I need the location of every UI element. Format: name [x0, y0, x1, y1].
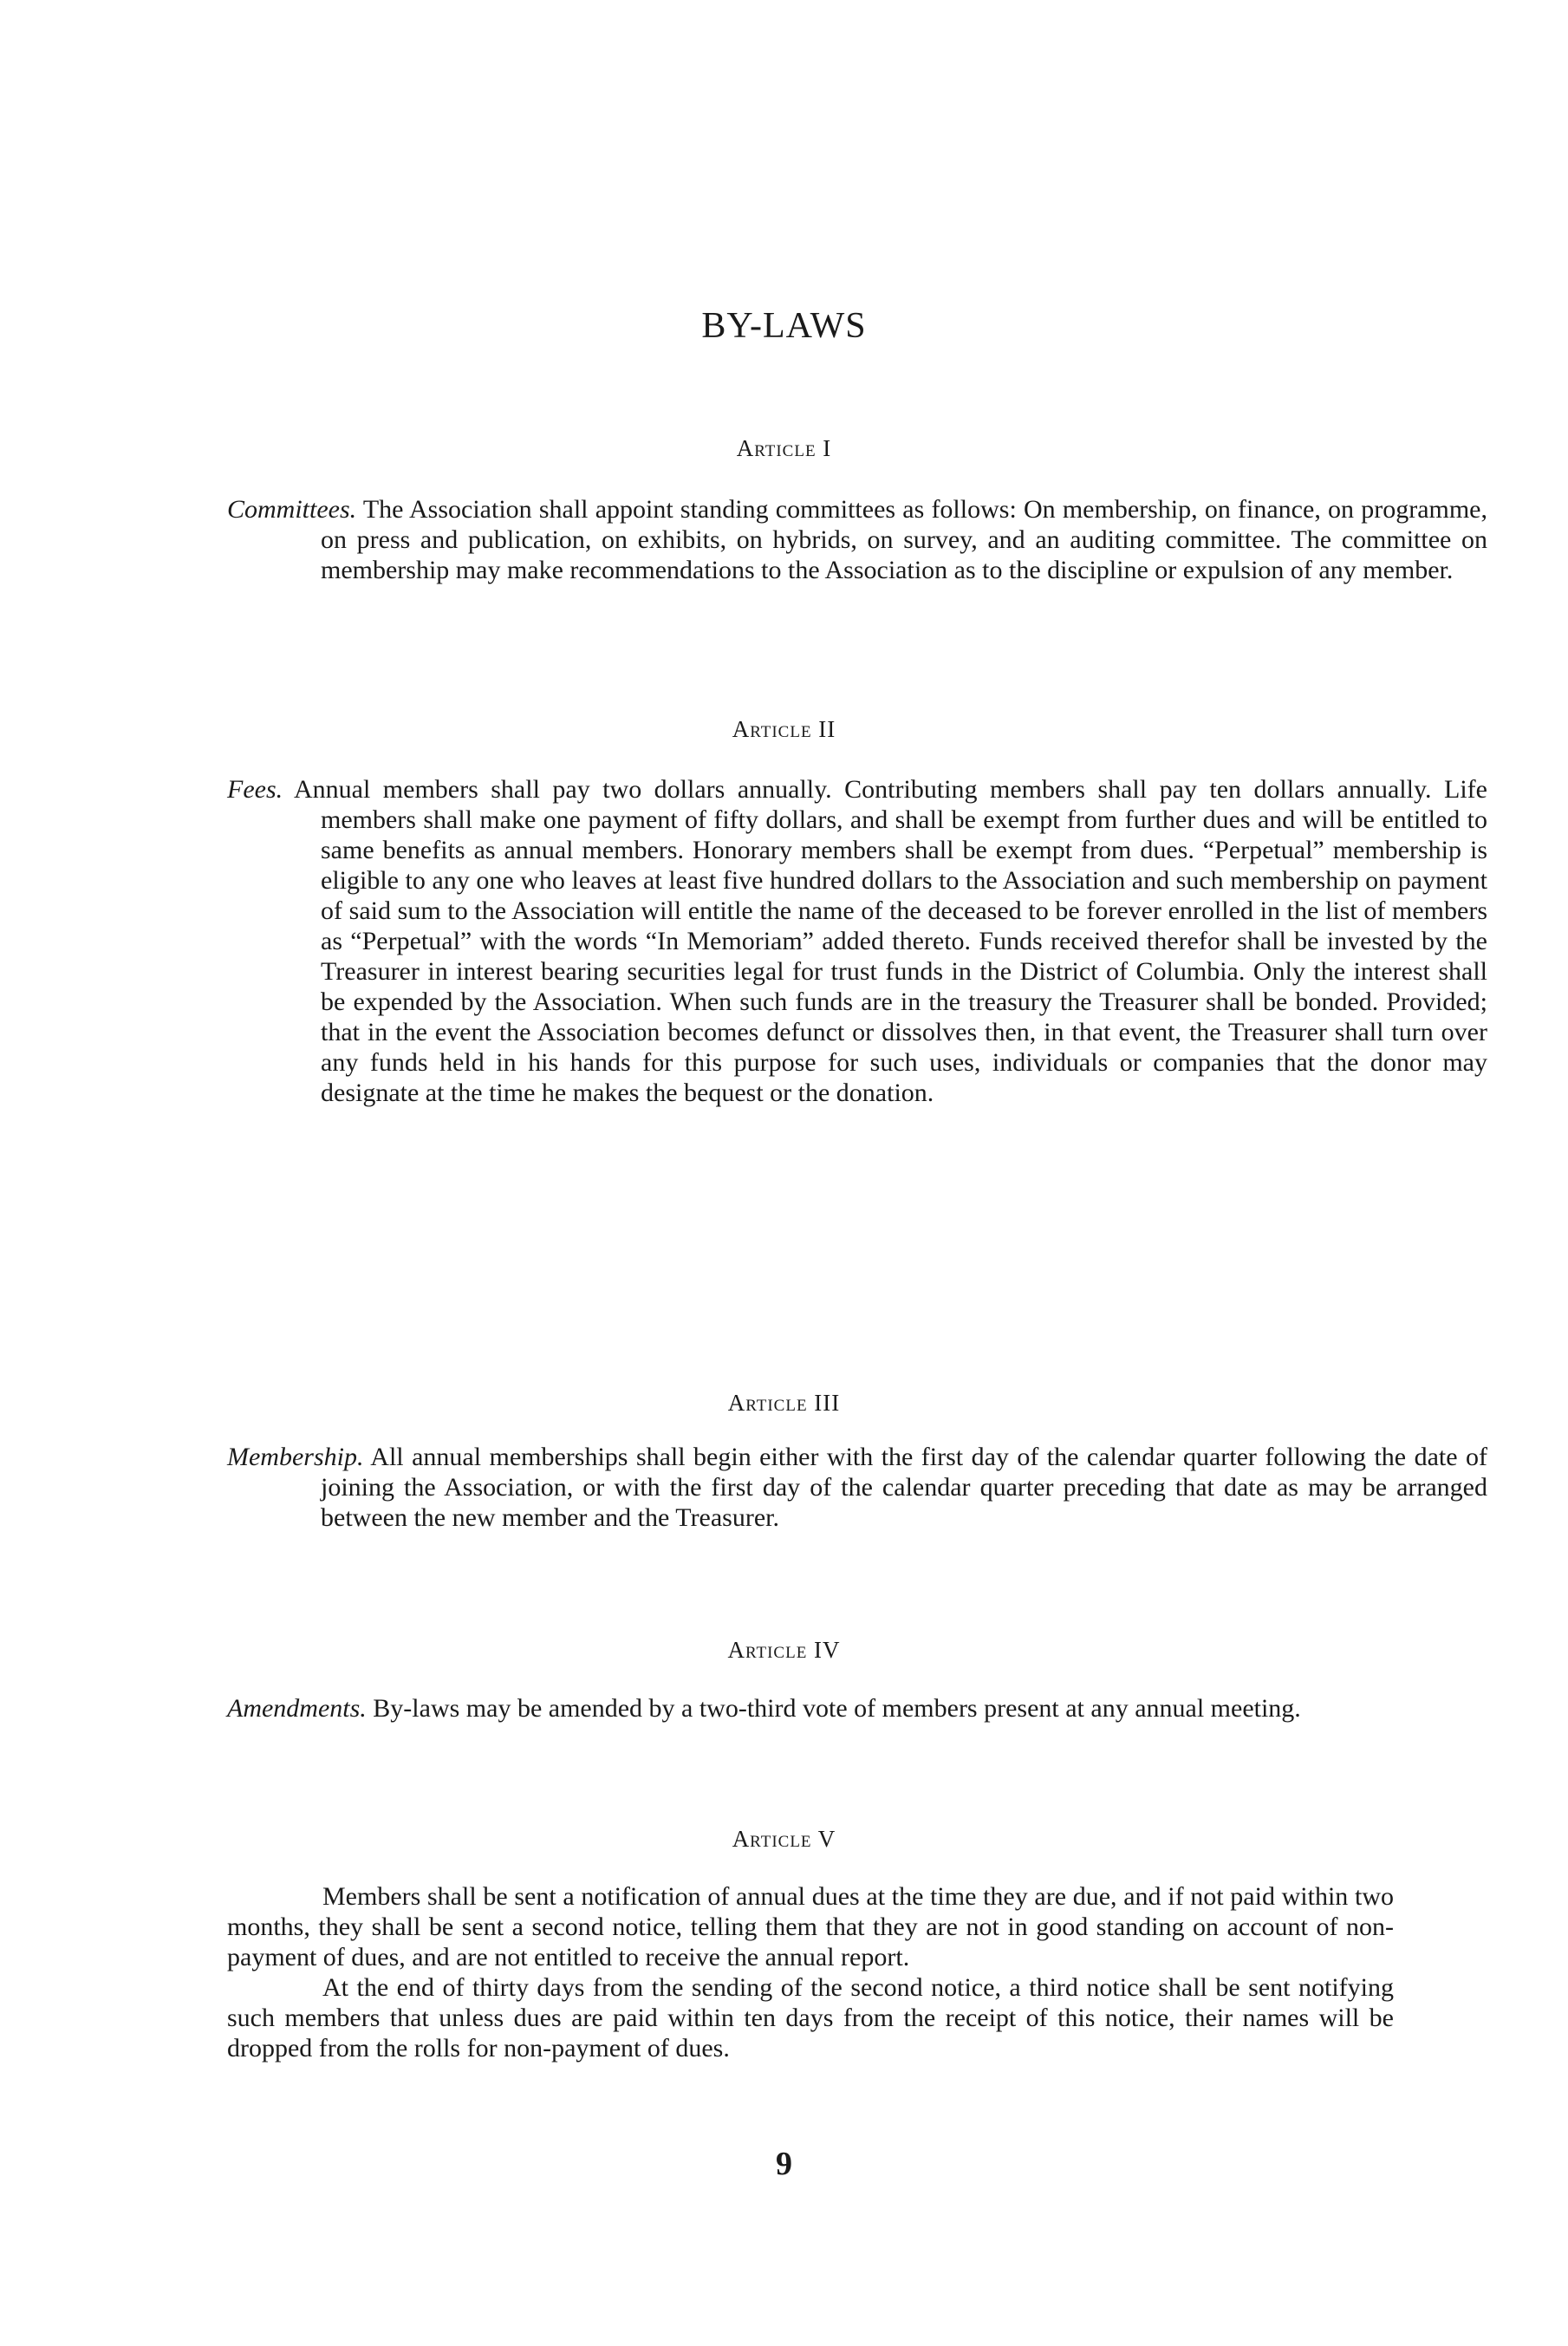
article-2-body: [227, 774, 1487, 1108]
article-2-heading: Article II: [732, 716, 836, 742]
article-5-heading: Article V: [732, 1826, 836, 1852]
page-number: 9: [776, 2146, 792, 2182]
article-1-body: [227, 494, 1487, 585]
article-2-text: Annual members shall pay two dollars annually. Contributing members shall pay ten dollars annually. Life members shall make one payment of fifty dollars, and shall be exempt from further dues and will be entitled to same benefits as annual members. Honorary members shall be exempt from dues. “Perpetual” membership is eligible to any one who leaves at least five hundred dollars to the Association and such membership on payment of said sum to the Association will entitle the name of the deceased to be forever enrolled in the list of members as “Perpetual” with the words “In Memoriam” added thereto. Funds received therefor shall be invested by the Treasurer in interest bearing securities legal for trust funds in the District of Columbia. Only the interest shall be expended by the Association. When such funds are in the treasury the Treasurer shall be bonded. Provided; that in the event the Association becomes defunct or dissolves then, in that event, the Treasurer shall turn over any funds held in his hands for this purpose for such uses, individuals or companies that the donor may designate at the time he makes the bequest or the donation.: [293, 775, 1487, 1107]
page-title: BY-LAWS: [701, 306, 867, 346]
article-4-caption: Amendments.: [227, 1694, 367, 1723]
article-1-text: The Association shall appoint standing committees as follows: On membership, on finance, on programme, on press and publication, on exhibits, on hybrids, on survey, and an auditing committee. The committee on membership may make recommendations to the Association as to the discipline or expulsion of any member.: [321, 495, 1487, 584]
article-4-text: By-laws may be amended by a two-third vote of members present at any annual meeting.: [373, 1694, 1301, 1723]
article-1-caption: Committees.: [227, 495, 357, 524]
article-3-text: All annual memberships shall begin either with the first day of the calendar quarter following the date of joining the Association, or with the first day of the calendar quarter preceding that date as may be arranged between the new member and the Treasurer.: [321, 1443, 1487, 1532]
article-5-body: [227, 1881, 1394, 2063]
article-3-heading: Article III: [727, 1390, 841, 1416]
article-4-heading: Article IV: [727, 1637, 841, 1663]
article-3-body: [227, 1442, 1487, 1533]
article-3-caption: Membership.: [227, 1443, 364, 1471]
article-2-caption: Fees.: [227, 775, 283, 804]
article-5-paragraph: At the end of thirty days from the sending of the second notice, a third notice shall be sent notifying such members that unless dues are paid within ten days from the receipt of this notice, their names will be dropped from the rolls for non-payment of dues.: [227, 1973, 1394, 2063]
article-5-paragraph: Members shall be sent a notification of annual dues at the time they are due, and if not paid within two months, they shall be sent a second notice, telling them that they are not in good standing on account of non-payment of dues, and are not entitled to receive the annual report.: [227, 1882, 1394, 1971]
article-1-heading: Article I: [736, 435, 832, 461]
article-4-body: [227, 1693, 1487, 1724]
